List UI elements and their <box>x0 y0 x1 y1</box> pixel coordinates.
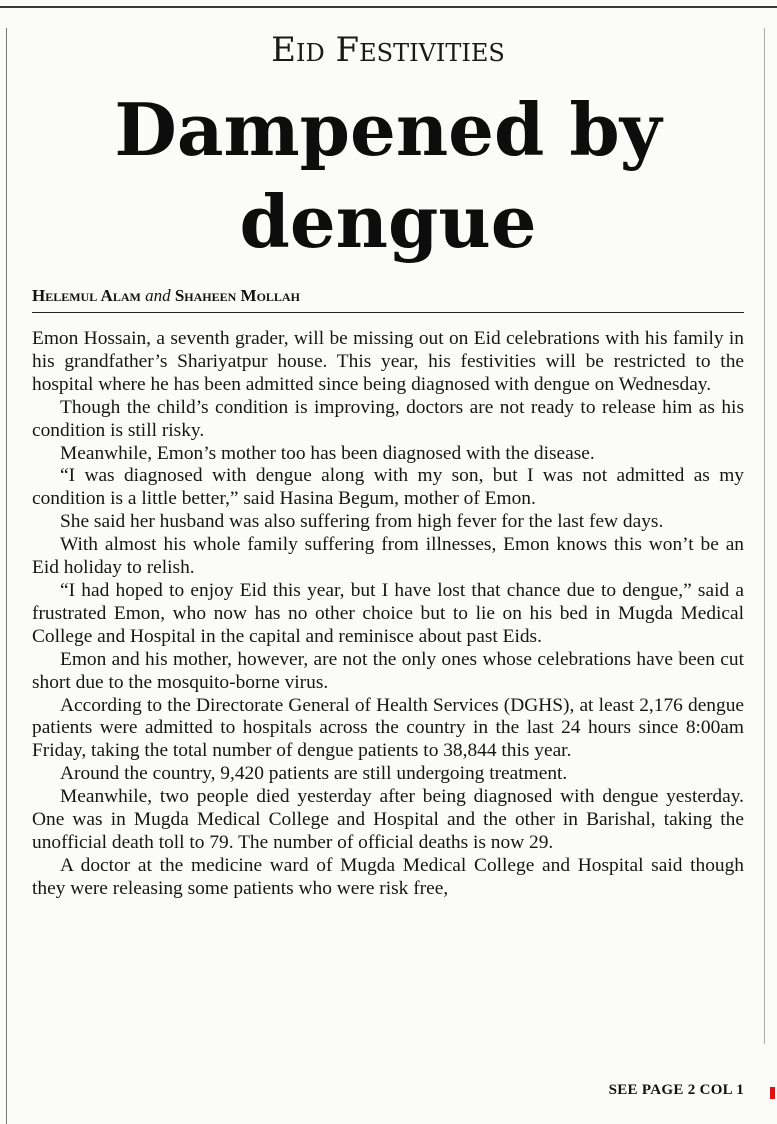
paragraph: Emon Hossain, a seventh grader, will be missing out on Eid celebrations with his family in his grandfather’s Shariyatpur house. This year, his festivities will be restricted to the hospital where he has been admitted since being diagnosed with dengue on Wednesday. <box>32 328 744 395</box>
paragraph: A doctor at the medicine ward of Mugda Medical College and Hospital said though they were releasing some patients who were risk free, <box>32 854 744 899</box>
paragraph: She said her husband was also suffering from high fever for the last few days. <box>60 511 664 533</box>
paragraph: Though the child’s condition is improving, doctors are not ready to release him as his condition is still risky. <box>32 396 744 441</box>
continued-on-page-link[interactable]: SEE PAGE 2 COL 1 <box>608 1082 744 1098</box>
byline-author-2: Shaheen Mollah <box>174 286 300 305</box>
paragraph: With almost his whole family suffering from illnesses, Emon knows this won’t be an Eid holiday to relish. <box>32 534 744 579</box>
byline-rule <box>32 312 744 313</box>
kicker: Eid Festivities <box>271 30 505 70</box>
paragraph: “I was diagnosed with dengue along with my son, but I was not admitted as my condition is a little better,” said Hasina Begum, mother of Emon. <box>32 465 744 510</box>
paragraph: According to the Directorate General of Health Services (DGHS), at least 2,176 dengue patients were admitted to hospitals across the country in the last 24 hours since 8:00am Friday, taking the total number of dengue patients to 38,844 this year. <box>32 694 744 762</box>
paragraph: “I had hoped to enjoy Eid this year, but I have lost that chance due to dengue,” said a frustrated Emon, who now has no other choice but to lie on his bed in Mugda Medical College and Hospital in the capital and reminisce about past Eids. <box>32 579 744 647</box>
byline-conjunction: and <box>145 286 171 305</box>
red-edge-mark <box>770 1087 775 1099</box>
paragraph: Meanwhile, two people died yesterday after being diagnosed with dengue yesterday. One was in Mugda Medical College and Hospital and the other in Barishal, taking the unofficial death toll to 79. The number of official deaths is now 29. <box>32 786 744 853</box>
byline-author-1: Helemul Alam <box>32 286 141 305</box>
right-column-rule <box>764 28 765 1044</box>
paragraph: Meanwhile, Emon’s mother too has been diagnosed with the disease. <box>60 442 595 464</box>
byline <box>32 286 744 306</box>
left-column-rule <box>6 28 7 1124</box>
paragraph: Around the country, 9,420 patients are still undergoing treatment. <box>60 763 568 785</box>
paragraph: Emon and his mother, however, are not the only ones whose celebrations have been cut short due to the mosquito-borne virus. <box>32 648 744 693</box>
headline: Dampened by dengue <box>114 87 662 264</box>
top-border-rule <box>0 6 777 8</box>
article-body <box>32 328 744 901</box>
